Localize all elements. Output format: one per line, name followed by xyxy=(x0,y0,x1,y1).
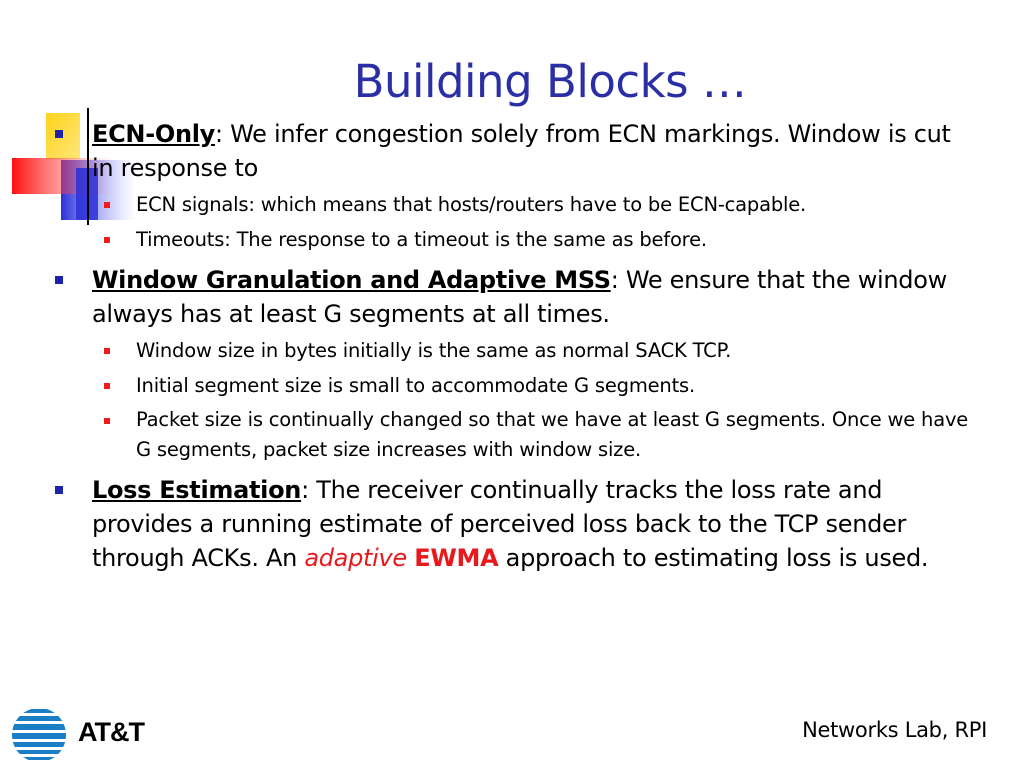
bullet-text-end: approach to estimating loss is used. xyxy=(498,544,929,572)
small-square-bullet-icon xyxy=(104,348,110,354)
subbullet-window-size xyxy=(96,335,972,366)
subbullet-timeouts xyxy=(96,224,972,255)
att-logo xyxy=(10,705,144,765)
bullet-separator: : xyxy=(610,266,619,294)
logo-text: AT&T xyxy=(78,717,144,747)
bullet-ecn-only xyxy=(52,117,972,185)
subbullet-text: Timeouts: The response to a timeout is the same as before. xyxy=(136,228,707,251)
subbullet-text: Packet size is continually changed so that we have at least G segments. Once we have G segments, packet size increases with window size. xyxy=(136,408,969,461)
small-square-bullet-icon xyxy=(104,237,110,243)
subbullet-initial-segment xyxy=(96,370,972,401)
bullet-text: We infer congestion solely from ECN markings. Window is cut in response to xyxy=(92,120,951,182)
subbullet-text: Window size in bytes initially is the same as normal SACK TCP. xyxy=(136,339,732,362)
bullet-text: We ensure that the window always has at least G segments at all times. xyxy=(92,266,947,328)
emphasis-adaptive: adaptive xyxy=(304,544,407,572)
bullet-separator: : xyxy=(215,120,223,148)
subbullet-text: ECN signals: which means that hosts/routers have to be ECN-capable. xyxy=(136,193,807,216)
bullet-list xyxy=(52,117,972,579)
bullet-loss-estimation xyxy=(52,473,972,575)
bullet-term: Loss Estimation xyxy=(92,476,302,504)
subbullet-text: Initial segment size is small to accommodate G segments. xyxy=(136,374,695,397)
square-bullet-icon xyxy=(55,276,63,284)
small-square-bullet-icon xyxy=(104,202,110,208)
small-square-bullet-icon xyxy=(104,418,110,424)
square-bullet-icon xyxy=(55,130,63,138)
bullet-text: The receiver continually tracks the loss rate and provides a running estimate of perceived loss back to the TCP sender through ACKs. An xyxy=(92,476,907,572)
square-bullet-icon xyxy=(55,486,63,494)
footer-text: Networks Lab, RPI xyxy=(802,718,987,742)
slide-title: Building Blocks … xyxy=(353,55,747,108)
globe-icon xyxy=(10,705,70,765)
small-square-bullet-icon xyxy=(104,383,110,389)
emphasis-ewma: EWMA xyxy=(414,544,499,572)
bullet-term: Window Granulation and Adaptive MSS xyxy=(92,266,611,294)
bullet-term: ECN-Only xyxy=(92,120,216,148)
bullet-separator: : xyxy=(301,476,309,504)
bullet-window-granulation xyxy=(52,263,972,331)
subbullet-packet-size xyxy=(96,405,972,465)
subbullet-ecn-signals xyxy=(96,189,972,220)
